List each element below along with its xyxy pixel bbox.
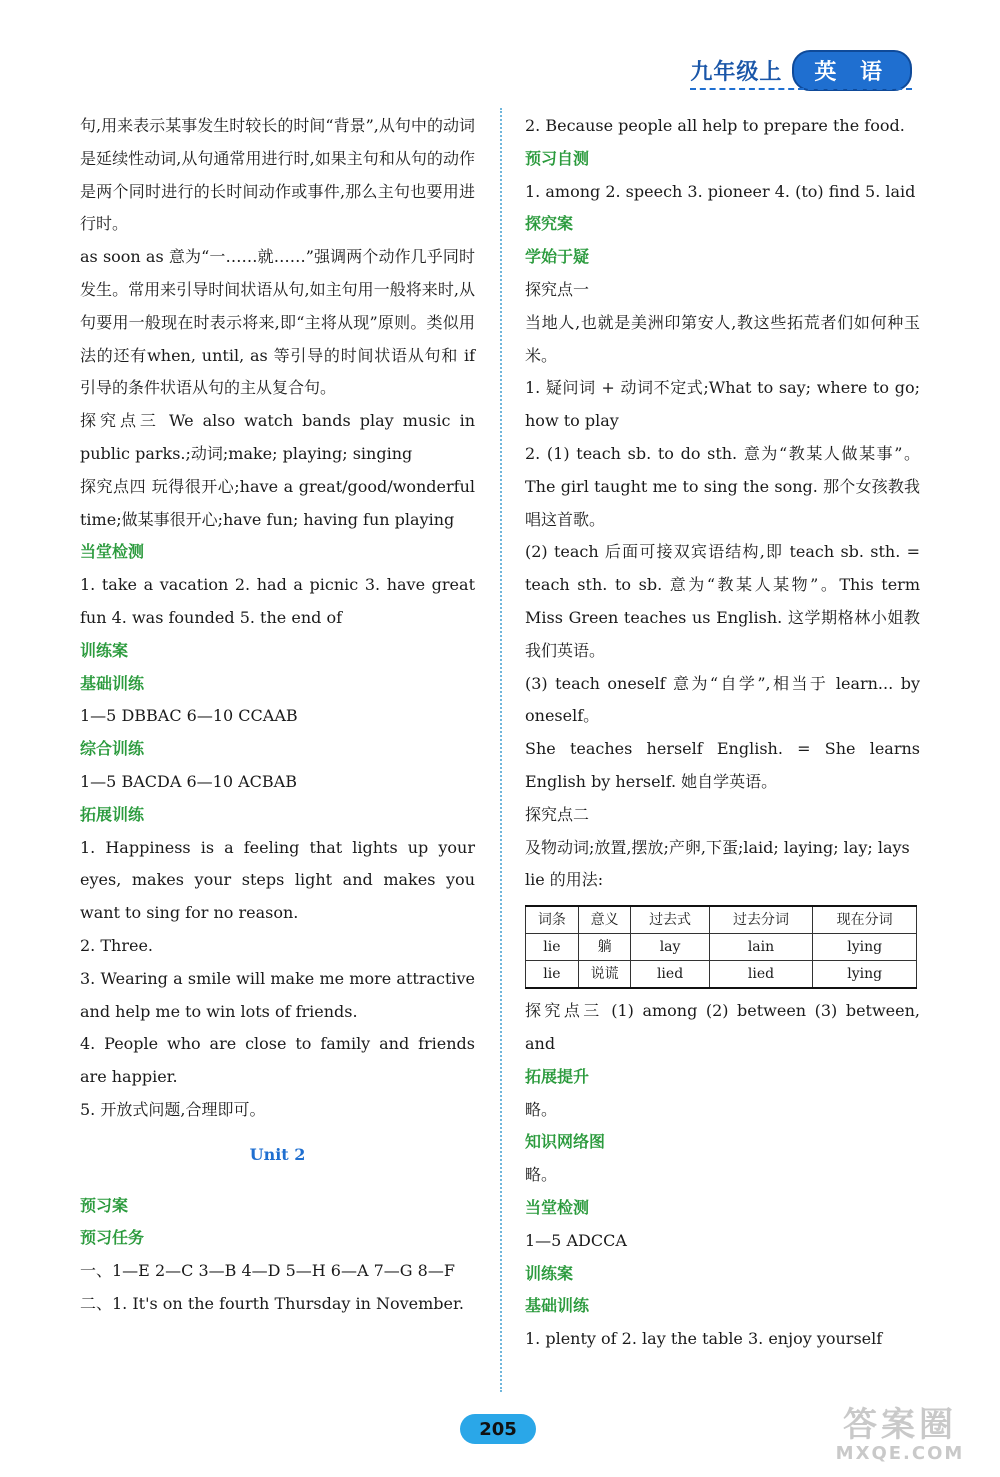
answer-line: 略。 [525, 1165, 558, 1185]
table-row [526, 934, 917, 961]
table-header-cell: 现在分词 [813, 906, 917, 934]
table-header-cell: 过去分词 [709, 906, 813, 934]
table-cell: 说谎 [578, 961, 631, 989]
answer-line: 1. Happiness is a feeling that lights up your eyes, makes your steps light and makes you want to sing for no reason. [80, 837, 475, 923]
section-heading: 预习案 [80, 1195, 129, 1215]
section-heading: 当堂检测 [80, 542, 145, 562]
unit-title: Unit 2 [249, 1144, 306, 1164]
section-heading: 综合训练 [80, 739, 145, 759]
table-cell: 躺 [578, 934, 631, 961]
text-paragraph: 探究点三 (1) among (2) between (3) between, and [525, 1001, 920, 1053]
answer-line: 二、1. It's on the fourth Thursday in November. [80, 1293, 464, 1313]
answer-line: 1—5 DBBAC 6—10 CCAAB [80, 706, 298, 726]
section-heading: 训练案 [80, 640, 129, 660]
section-heading: 基础训练 [80, 673, 145, 693]
answer-line: 1. take a vacation 2. had a picnic 3. have great fun 4. was founded 5. the end of [80, 575, 475, 627]
text-paragraph: 1. 疑问词 + 动词不定式;What to say; where to go; how to play [525, 378, 920, 431]
subject-badge: 英 语 [792, 50, 912, 91]
section-heading: 基础训练 [525, 1296, 590, 1316]
table-header-cell: 词条 [526, 906, 579, 934]
watermark-text: 答案圈 [843, 1405, 957, 1445]
text-paragraph: 探究点四 玩得很开心;have a great/good/wonderful time;做某事很开心;have fun; having fun playing [80, 476, 475, 529]
answer-line: 一、1—E 2—C 3—B 4—D 5—H 6—A 7—G 8—F [80, 1261, 455, 1281]
table-cell: lie [526, 934, 579, 961]
section-heading: 拓展训练 [80, 804, 145, 824]
section-heading: 当堂检测 [525, 1197, 590, 1217]
grade-label: 九年级上 [690, 58, 783, 85]
section-heading: 预习任务 [80, 1228, 145, 1248]
text-paragraph: 探究点一 [525, 279, 590, 299]
right-column [525, 110, 920, 1356]
text-paragraph: She teaches herself English. = She learns English by herself. 她自学英语。 [525, 739, 920, 791]
text-paragraph: 探究点三 We also watch bands play music in public parks.;动词;make; playing; singing [80, 411, 475, 463]
answer-line: 1. plenty of 2. lay the table 3. enjoy yourself [525, 1329, 883, 1349]
answer-line: 略。 [525, 1099, 558, 1119]
text-paragraph: as soon as 意为“一……就……”强调两个动作几乎同时发生。常用来引导时间状语从句,如主句用一般将来时,从句要用一般现在时表示将来,即“主将从现”原则。类似用法的还有when, until, as 等引导的时间状语从句和 if 引导的条件状语从句的主从复合句。 [80, 247, 475, 398]
watermark-url: MXQE.COM [835, 1443, 965, 1464]
text-paragraph: 探究点二 [525, 804, 590, 824]
table-header-row [526, 906, 917, 934]
table-row [526, 961, 917, 989]
section-heading: 探究案 [525, 214, 574, 234]
text-paragraph: 2. (1) teach sb. to do sth. 意为“教某人做某事”。The girl taught me to sing the song. 那个女孩教我唱这首歌。 [525, 443, 920, 529]
text-paragraph: (3) teach oneself 意为“自学”,相当于 learn... by oneself。 [525, 673, 920, 726]
watermark-logo [820, 1402, 980, 1470]
table-cell: lie [526, 961, 579, 989]
table-cell: lay [631, 934, 709, 961]
table-header-cell: 过去式 [631, 906, 709, 934]
answer-line: 1. among 2. speech 3. pioneer 4. (to) find 5. laid [525, 181, 916, 201]
text-paragraph: 及物动词;放置,摆放;产卵,下蛋;laid; laying; lay; lays [525, 837, 910, 857]
answer-line: 3. Wearing a smile will make me more attractive and help me to win lots of friends. [80, 968, 475, 1021]
text-paragraph: lie 的用法: [525, 870, 604, 890]
answer-line: 4. People who are close to family and friends are happier. [80, 1034, 475, 1087]
table-cell: lying [813, 934, 917, 961]
table-cell: lied [631, 961, 709, 989]
answer-line: 5. 开放式问题,合理即可。 [80, 1099, 266, 1119]
left-column [80, 110, 475, 1321]
table-header-cell: 意义 [578, 906, 631, 934]
table-cell: lain [709, 934, 813, 961]
answer-line: 2. Three. [80, 935, 153, 955]
page-number: 205 [460, 1414, 536, 1444]
section-heading: 拓展提升 [525, 1066, 590, 1086]
answer-line: 2. Because people all help to prepare the food. [525, 116, 905, 135]
column-divider [500, 108, 502, 1392]
lie-usage-table [525, 905, 917, 989]
header-rule [690, 88, 912, 90]
section-heading: 预习自测 [525, 148, 590, 168]
page-header [690, 50, 912, 90]
section-heading: 训练案 [525, 1263, 574, 1283]
table-cell: lying [813, 961, 917, 989]
section-heading: 学始于疑 [525, 247, 590, 267]
table-cell: lied [709, 961, 813, 989]
answer-line: 1—5 ADCCA [525, 1230, 627, 1250]
text-paragraph: 句,用来表示某事发生时较长的时间“背景”,从句中的动词是延续性动词,从句通常用进行时,如果主句和从句的动作是两个同时进行的长时间动作或事件,那么主句也要用进行时。 [80, 116, 475, 234]
section-heading: 知识网络图 [525, 1132, 606, 1152]
text-paragraph: (2) teach 后面可接双宾语结构,即 teach sb. sth. = teach sth. to sb. 意为“教某人某物”。This term Miss Green teaches us English. 这学期格林小姐教我们英语。 [525, 542, 920, 660]
text-paragraph: 当地人,也就是美洲印第安人,教这些拓荒者们如何种玉米。 [525, 312, 920, 365]
answer-line: 1—5 BACDA 6—10 ACBAB [80, 771, 297, 791]
